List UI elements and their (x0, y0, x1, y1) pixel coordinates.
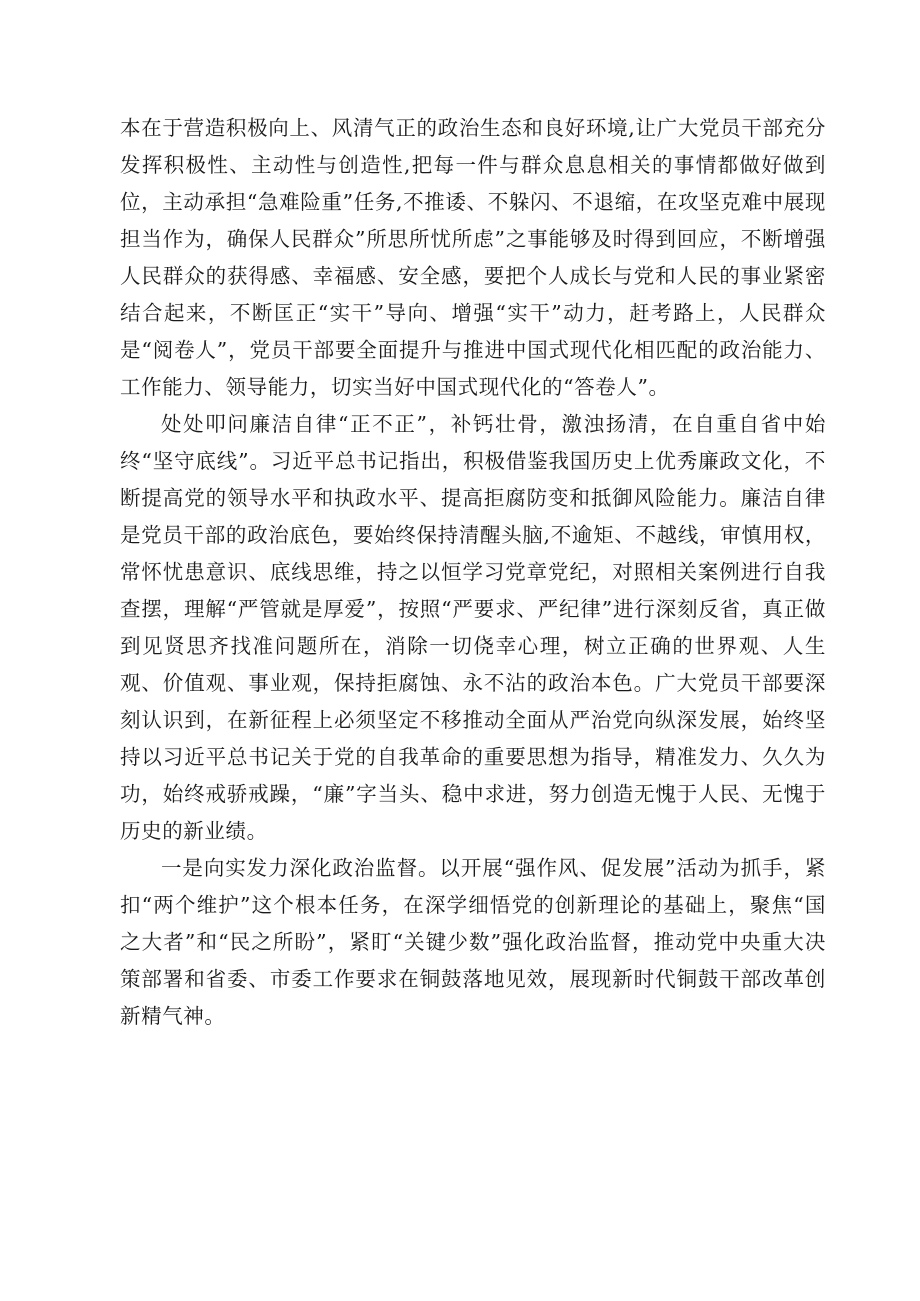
paragraph-political-supervision: 一是向实发力深化政治监督。以开展“强作风、促发展”活动为抓手，紧扣“两个维护”这个根本任务，在深学细悟党的创新理论的基础上，聚焦“国之大者”和“民之所盼”，紧盯“关键少数”强化政治监督，推动党中央重大决策部署和省委、市委工作要求在铜鼓落地见效，展现新时代铜鼓干部改革创新精气神。 (120, 856, 826, 1028)
paragraph-continued: 本在于营造积极向上、风清气正的政治生态和良好环境,让广大党员干部充分发挥积极性、主动性与创造性,把每一件与群众息息相关的事情都做好做到位，主动承担“急难险重”任务,不推诿、不躲闪、不退缩，在攻坚克难中展现担当作为，确保人民群众”所思所忧所虑”之事能够及时得到回应，不断增强人民群众的获得感、幸福感、安全感，要把个人成长与党和人民的事业紧密结合起来，不断匡正“实干”导向、增强“实干”动力，赶考路上，人民群众是“阅卷人”，党员干部要全面提升与推进中国式现代化相匹配的政治能力、工作能力、领导能力，切实当好中国式现代化的“答卷人”。 (120, 116, 826, 399)
paragraph-integrity-self-discipline: 处处叩问廉洁自律“正不正”，补钙壮骨，激浊扬清，在自重自省中始终“坚守底线”。习近平总书记指出，积极借鉴我国历史上优秀廉政文化，不断提高党的领导水平和执政水平、提高拒腐防变和抵御风险能力。廉洁自律是党员干部的政治底色，要始终保持清醒头脑,不逾矩、不越线，审慎用权，常怀忧患意识、底线思维，持之以恒学习党章党纪，对照相关案例进行自我查摆，理解“严管就是厚爱”，按照“严要求、严纪律”进行深刻反省，真正做到见贤思齐找准问题所在，消除一切侥幸心理，树立正确的世界观、人生观、价值观、事业观，保持拒腐蚀、永不沾的政治本色。广大党员干部要深刻认识到，在新征程上必须坚定不移推动全面从严治党向纵深发展，始终坚持以习近平总书记关于党的自我革命的重要思想为指导，精准发力、久久为功，始终戒骄戒躁，“廉”字当头、稳中求进，努力创造无愧于人民、无愧于历史的新业绩。 (120, 412, 826, 843)
document-body (120, 110, 826, 1035)
